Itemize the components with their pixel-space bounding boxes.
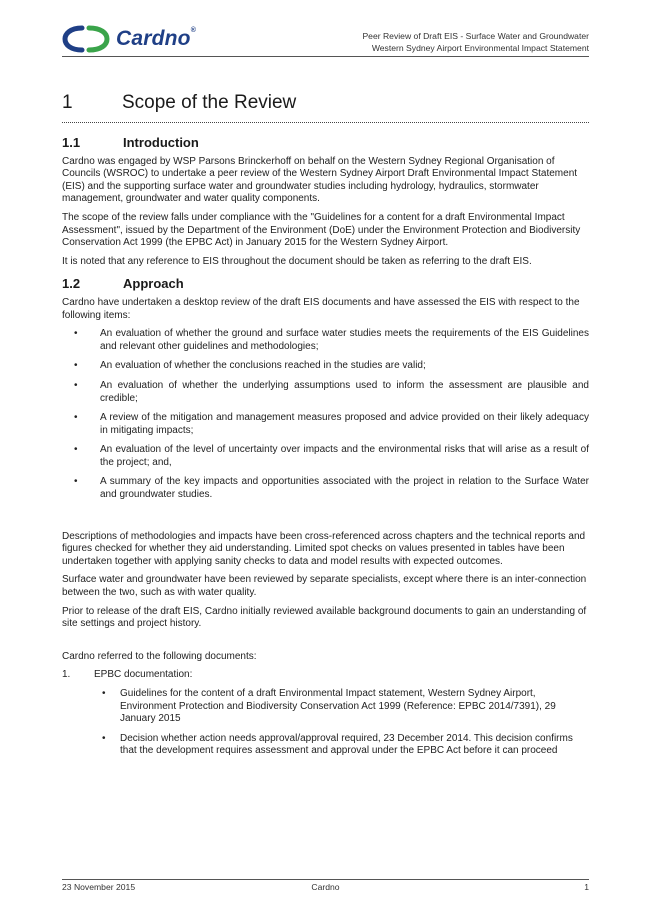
- list-item: • An evaluation of the level of uncertainty over impacts and the environmental risks that will arise as a result of the project; and,: [74, 444, 589, 468]
- intro-paragraph-1: Cardno was engaged by WSP Parsons Brinckerhoff on behalf on the Western Sydney Regional Organisation of Councils (WSROC) to undertake a peer review of the Western Sydney Airport Draft Environmental Impact Statement (EIS) and the supporting surface water and groundwater studies including hydrology, hydraulics, stormwater management, groundwater and water quality components.: [62, 155, 578, 205]
- list-item: • A review of the mitigation and management measures proposed and advice provided on their likely adequacy in mitigating impacts;: [74, 412, 589, 436]
- subsection-number: 1.1: [62, 135, 81, 150]
- section-heading: [62, 92, 589, 123]
- bullet-icon: •: [74, 476, 78, 488]
- bullet-icon: •: [102, 688, 106, 699]
- bullet-icon: •: [74, 328, 78, 340]
- footer-company: Cardno: [311, 882, 340, 892]
- list-item: • A summary of the key impacts and opportunities associated with the project in relation to the Surface Water and groundwater studies.: [74, 476, 589, 501]
- list-item: [62, 669, 589, 758]
- intro-paragraph-2: The scope of the review falls under compliance with the "Guidelines for a content for a draft Environmental Impact Assessment", issued by the Department of the Environment (DoE) under the Environment Protection and Biodiversity Conservation Act 1999 (the EPBC Act) in January 2015 for the Western Sydney Airport.: [62, 211, 581, 249]
- section-number: 1: [62, 92, 73, 113]
- subsection-title: Introduction: [123, 135, 199, 150]
- section-title: Scope of the Review: [122, 92, 297, 113]
- body-content: [62, 137, 589, 765]
- list-item: • An evaluation of whether the underlying assumptions used to inform the assessment are plausible and credible;: [74, 379, 589, 404]
- bullet-icon: •: [74, 412, 78, 424]
- cardno-logo-mark-icon: [62, 24, 110, 54]
- bullet-icon: •: [74, 379, 78, 391]
- running-header: [362, 30, 589, 54]
- referenced-documents-list: [62, 669, 589, 758]
- approach-paragraph-4: Prior to release of the draft EIS, Cardno initially reviewed available background documents to gain an understanding of site settings and project history.: [62, 605, 587, 630]
- bullet-icon: •: [74, 444, 78, 456]
- approach-paragraph-5: Cardno referred to the following documents:: [62, 650, 257, 662]
- document-sublist: [94, 688, 589, 758]
- subsection-heading-approach: [62, 278, 589, 291]
- approach-item-list: [62, 328, 589, 502]
- cardno-logo: [62, 22, 222, 56]
- footer-date: 23 November 2015: [62, 882, 136, 892]
- subsection-title: Approach: [123, 276, 184, 292]
- list-number: 1.: [62, 669, 71, 681]
- bullet-icon: •: [102, 732, 106, 744]
- approach-paragraph-2: Descriptions of methodologies and impacts have been cross-referenced across chapters and the technical reports and figures checked for whether they aid understanding. Limited spot checks on values presented in tables have been undertaken together with applying sanity checks to data and model results with expected outcomes.: [62, 530, 586, 567]
- approach-paragraph-3: Surface water and groundwater have been reviewed by separate specialists, except where there is an inter-connection between the two, such as with water quality.: [62, 574, 587, 599]
- list-item: • An evaluation of whether the conclusions reached in the studies are valid;: [74, 360, 426, 372]
- footer-divider: [62, 879, 589, 880]
- intro-paragraph-3: It is noted that any reference to EIS throughout the document should be taken as referring to the draft EIS.: [62, 255, 532, 267]
- approach-paragraph-1: Cardno have undertaken a desktop review of the draft EIS documents and have assessed the EIS with respect to the following items:: [62, 296, 580, 321]
- header-divider: [62, 56, 589, 57]
- document-group-label: EPBC documentation:: [94, 669, 193, 681]
- list-item: • Guidelines for the content of a draft Environmental Impact statement, Western Sydney Airport, Environment Protection and Biodiversity Conservation Act 1999 (Reference: EPBC 2014/7391), 29 January 2015: [102, 688, 556, 725]
- logo-wordmark: Cardno®: [116, 27, 197, 50]
- subsection-number: 1.2: [62, 276, 81, 292]
- list-item: • Decision whether action needs approval/approval required, 23 December 2014. This decision confirms that the development requires assessment and approval under the EPBC Act before it can proceed: [102, 732, 573, 757]
- list-item: • An evaluation of whether the ground and surface water studies meets the requirements of the EIS Guidelines and relevant other guidelines and methodologies;: [74, 328, 589, 352]
- bullet-icon: •: [74, 360, 78, 372]
- running-header-line2: Western Sydney Airport Environmental Impact Statement: [371, 43, 589, 53]
- subsection-heading-introduction: [62, 137, 589, 150]
- running-header-line1: Peer Review of Draft EIS - Surface Water and Groundwater: [362, 31, 589, 41]
- page-number: 1: [584, 882, 589, 892]
- page-footer: [62, 882, 589, 894]
